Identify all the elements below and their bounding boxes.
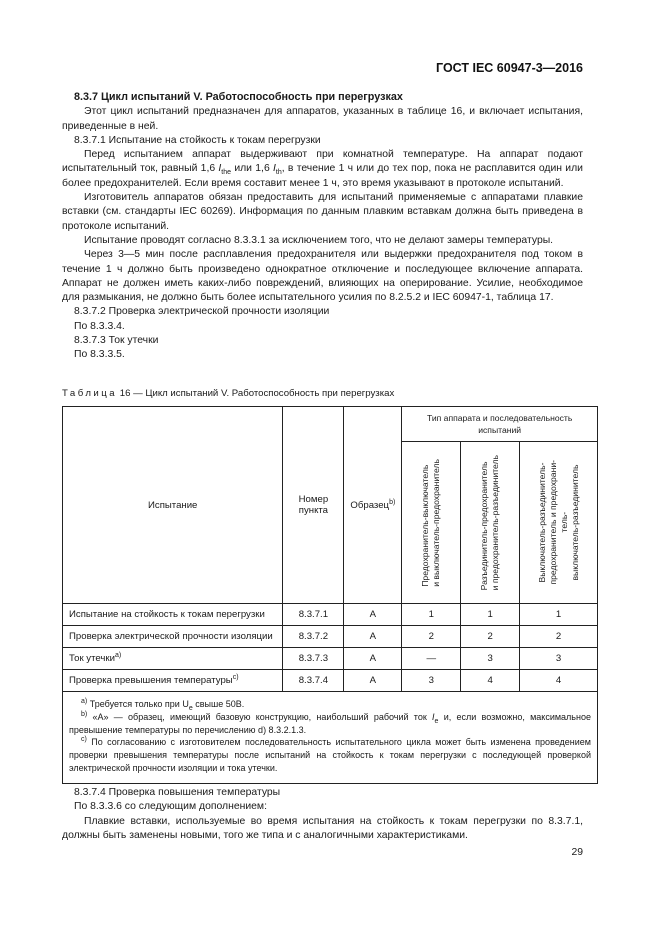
paragraph-procedure: Испытание проводят согласно 8.3.3.1 за исключением того, что не делают замеры температуры. <box>84 234 554 246</box>
table-row <box>63 604 598 626</box>
cell-seq-2: 1 <box>461 604 520 626</box>
cell-sample: A <box>344 604 402 626</box>
header-line: тель- <box>558 512 569 533</box>
cell-text: Проверка превышения температуры <box>69 675 233 686</box>
text-run: , в течение 1 ч или до тех пор, пока не расплавится один или более предохранителей. Если время составит менее 1 ч, это время указывают в протоколе испытаний. <box>62 163 583 189</box>
symbol-i: I <box>273 163 276 175</box>
subscript-the: the <box>221 169 232 177</box>
subscript-e: e <box>188 704 193 712</box>
header-sample-label: Образец <box>350 499 390 511</box>
cell-sample: A <box>344 670 402 692</box>
cell-test <box>63 626 283 648</box>
paragraph-test-current <box>62 148 583 191</box>
paragraph-fuses: Изготовитель аппаратов обязан предоставить для испытаний применяемые с аппаратами плавкие вставки (см. стандарты IEC 60269). Информация по данным плавким вставкам должна быть приведена в протоколе испытаний. <box>62 192 583 232</box>
cell-sample: A <box>344 648 402 670</box>
caption-prefix: Таблица <box>62 388 118 399</box>
text-run: и, если возможно, максимальное превышение температуры по перечислению d) 8.3.2.1.3. <box>69 711 591 735</box>
subscript-th: th <box>275 169 282 177</box>
text-run: Перед испытанием аппарат выдерживают при комнатной температуре. На аппарат подают испытательный ток, равный 1,6 <box>62 149 583 175</box>
header-sample <box>344 407 402 604</box>
subsection-ref-8-3-7-3: По 8.3.3.5. <box>74 349 125 361</box>
cell-clause: 8.3.7.3 <box>283 648 344 670</box>
table-row <box>63 648 598 670</box>
header-col-disconnector-fuse <box>461 442 520 604</box>
section-title: 8.3.7 Цикл испытаний V. Работоспособность при перегрузках <box>74 91 403 103</box>
subsection-title-8-3-7-2: 8.3.7.2 Проверка электрической прочности изоляции <box>74 306 330 318</box>
cell-text: Проверка электрической прочности изоляции <box>69 631 273 642</box>
cell-test <box>63 648 283 670</box>
cell-seq-3: 3 <box>520 648 598 670</box>
standard-header: ГОСТ IEC 60947-3—2016 <box>436 61 583 75</box>
subsection-title-8-3-7-1: 8.3.7.1 Испытание на стойкость к токам перегрузки <box>74 134 321 146</box>
cell-seq-2: 4 <box>461 670 520 692</box>
text-run: или 1,6 <box>231 163 274 175</box>
table-row <box>63 626 598 648</box>
text-run: свыше 50В. <box>192 699 245 709</box>
footnote-a <box>69 698 591 711</box>
section-body <box>62 90 583 363</box>
header-test: Испытание <box>63 407 283 604</box>
cell-seq-2: 2 <box>461 626 520 648</box>
cell-test <box>63 604 283 626</box>
footnote-ref-b: b) <box>389 498 396 506</box>
cell-seq-3: 4 <box>520 670 598 692</box>
header-line: и предохранитель-разъединитель <box>490 454 501 591</box>
footnote-b <box>69 711 591 737</box>
paragraph-after-melting: Через 3—5 мин после расплавления предохранителя или выдержки предохранителя под током в течение 1 ч должно быть произведено однократное отключение и последующее включение аппарата. Аппарат не должен иметь каких-либо повреждений, влияющих на оперирование. Усилие, необходимое для размыкания, не должно быть более испытательного усилия по 8.2.5.2 и IEC 60947-1, таблица 17. <box>62 249 583 304</box>
text-run: Требуется только при U <box>87 699 189 709</box>
cell-seq-2: 3 <box>461 648 520 670</box>
table-footnotes <box>63 692 598 784</box>
footnote-ref: a) <box>114 651 122 659</box>
subsection-ref-8-3-7-4: По 8.3.3.6 со следующим дополнением: <box>74 801 267 813</box>
cell-seq-3: 2 <box>520 626 598 648</box>
page-number: 29 <box>571 847 583 858</box>
header-line: и выключатель-предохранитель <box>431 458 442 587</box>
footnote-ref: c) <box>232 673 239 681</box>
header-line: Предохранитель-выключатель <box>420 464 431 587</box>
header-line: выключатель-разъединитель <box>569 464 580 581</box>
cell-clause: 8.3.7.4 <box>283 670 344 692</box>
table-caption <box>62 388 394 399</box>
caption-text: 16 — Цикл испытаний V. Работоспособность при перегрузках <box>117 388 395 399</box>
cell-seq-1: — <box>402 648 461 670</box>
cell-seq-1: 1 <box>402 604 461 626</box>
cell-clause: 8.3.7.1 <box>283 604 344 626</box>
cell-text: Ток утечки <box>69 653 115 664</box>
cell-clause: 8.3.7.2 <box>283 626 344 648</box>
cell-seq-3: 1 <box>520 604 598 626</box>
footnote-mark: a) <box>81 698 88 705</box>
header-col-fuse-switch <box>402 442 461 604</box>
intro-paragraph: Этот цикл испытаний предназначен для аппаратов, указанных в таблице 16, и включает испытания, приведенные в ней. <box>62 106 583 132</box>
subsection-title-8-3-7-4: 8.3.7.4 Проверка повышения температуры <box>74 787 281 798</box>
cell-seq-1: 3 <box>402 670 461 692</box>
cell-sample: A <box>344 626 402 648</box>
cell-text: Испытание на стойкость к токам перегрузки <box>69 609 265 620</box>
text-run: «А» — образец, имеющий базовую конструкцию, наибольший рабочий ток <box>87 711 433 722</box>
header-line: Разъединитель-предохранитель <box>479 461 490 591</box>
header-line: Выключатель-разъединитель- <box>536 462 547 583</box>
paragraph-fuse-replacement: Плавкие вставки, используемые во время испытания на стойкость к токам перегрузки по 8.3.7.1, должны быть заменены новыми, того же типа и с аналогичными характеристиками. <box>62 815 583 841</box>
cell-test <box>63 670 283 692</box>
subsection-ref-8-3-7-2: По 8.3.3.4. <box>74 320 125 332</box>
table-row <box>63 670 598 692</box>
after-table-body <box>62 786 583 843</box>
footnote-mark: c) <box>81 736 87 744</box>
text-run: По согласованию с изготовителем последовательность испытательного цикла может быть изменена проведением проверки превышения температуры после испытаний на стойкость к токам перегрузки с последующей проверкой электрической прочности изоляции и тока утечки. <box>69 737 591 773</box>
header-line: предохранитель и предохрани- <box>547 460 558 585</box>
footnote-mark: b) <box>81 710 88 718</box>
header-clause: Номер пункта <box>283 407 344 604</box>
subsection-title-8-3-7-3: 8.3.7.3 Ток утечки <box>74 335 159 347</box>
footnote-c <box>69 736 591 774</box>
symbol-i: I <box>218 163 222 175</box>
symbol-i: I <box>432 711 435 722</box>
subscript-e: e <box>434 717 439 725</box>
test-sequence-table <box>62 406 598 784</box>
header-col-switch-disconnector-fuse <box>520 442 598 604</box>
cell-seq-1: 2 <box>402 626 461 648</box>
header-device-type-group: Тип аппарата и последовательность испытаний <box>402 407 598 442</box>
